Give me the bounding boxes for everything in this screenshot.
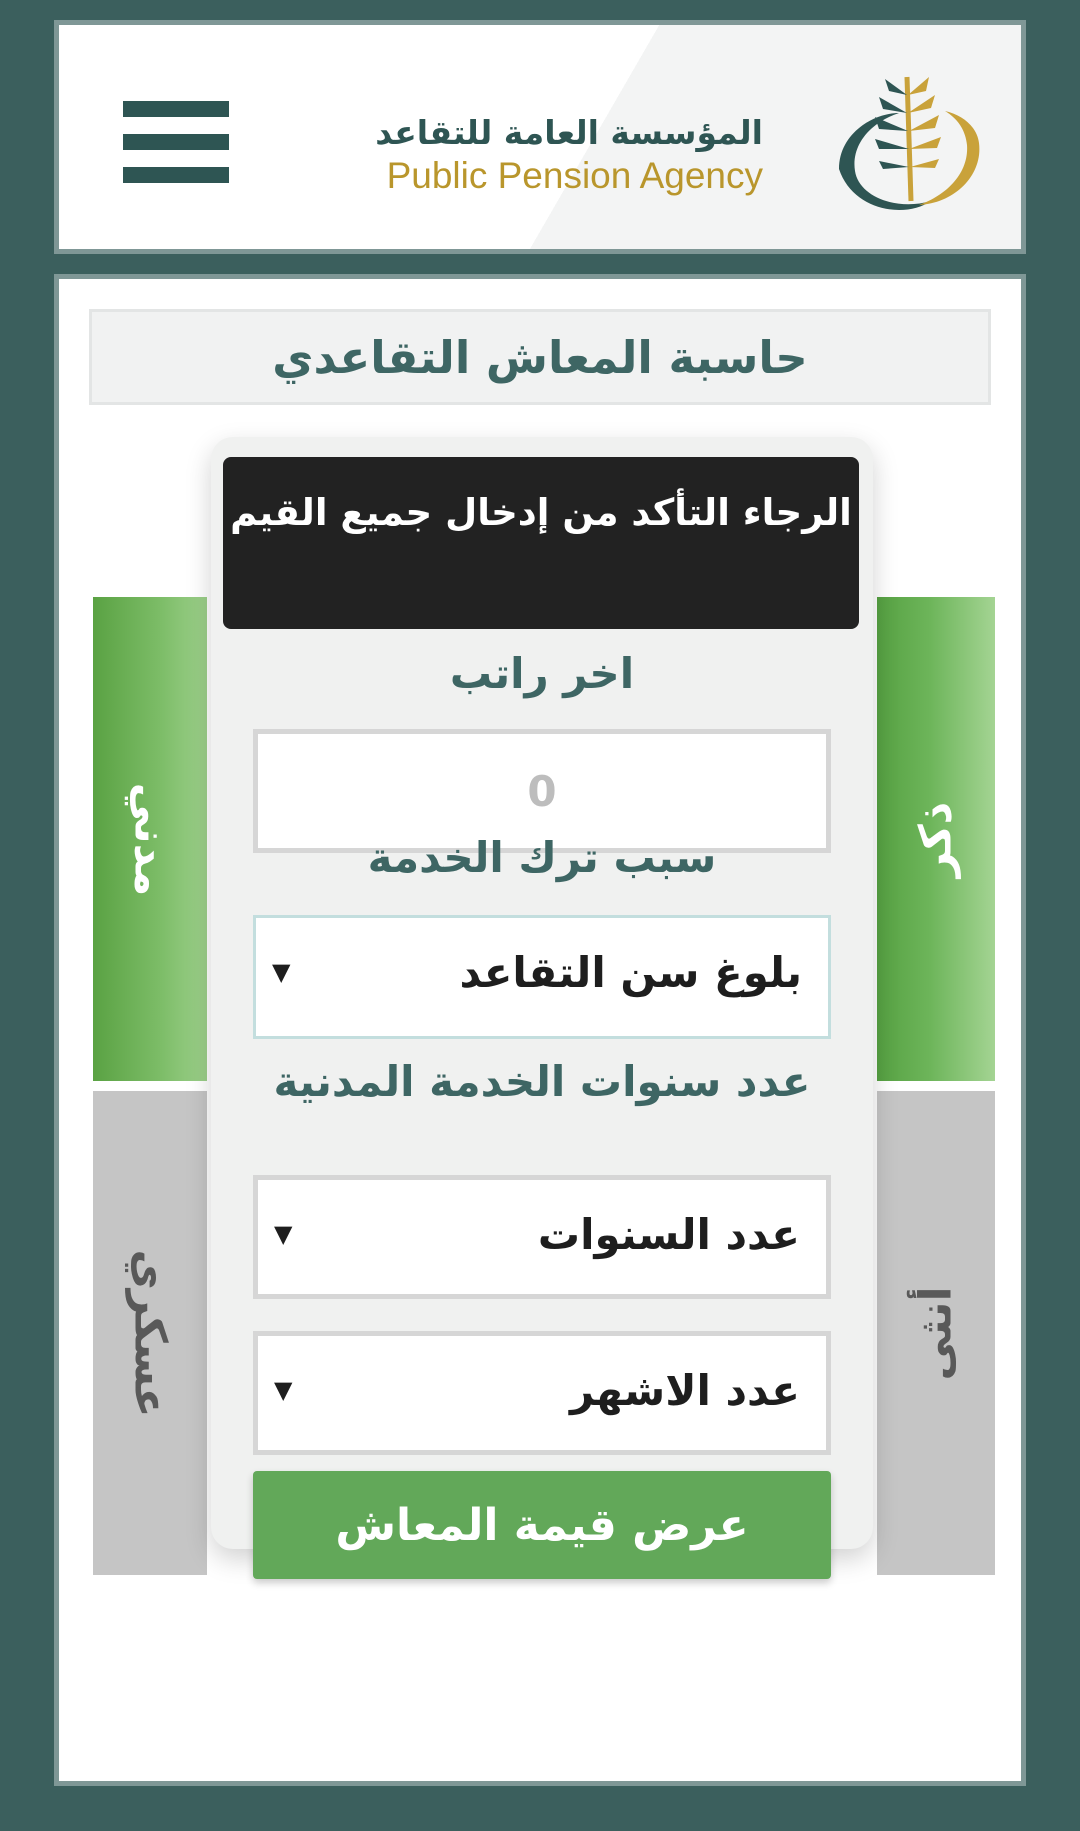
- exit-reason-value: بلوغ سن التقاعد: [459, 948, 802, 997]
- show-pension-button[interactable]: عرض قيمة المعاش: [253, 1471, 831, 1579]
- tab-military-label: عسكري: [124, 1248, 176, 1418]
- exit-reason-label: سبب ترك الخدمة: [367, 833, 717, 882]
- palm-frond-logo-icon: [819, 51, 999, 231]
- page-title: حاسبة المعاش التقاعدي: [89, 309, 991, 405]
- service-years-select[interactable]: [253, 1175, 831, 1299]
- tab-female[interactable]: [877, 1091, 995, 1575]
- tab-male[interactable]: [877, 597, 995, 1081]
- service-months-select[interactable]: [253, 1331, 831, 1455]
- calculator-form-card: [211, 437, 873, 1549]
- service-years-value: عدد السنوات: [537, 1210, 800, 1259]
- validation-alert: الرجاء التأكد من إدخال جميع القيم: [223, 457, 859, 629]
- service-months-value: عدد الاشهر: [570, 1366, 800, 1415]
- site-header: [54, 20, 1026, 254]
- tab-male-label: ذكر: [910, 801, 962, 877]
- pension-calculator-panel: [54, 274, 1026, 1786]
- brand-name-english: Public Pension Agency: [386, 155, 763, 196]
- chevron-down-icon: ▼: [274, 1220, 293, 1248]
- tab-female-label: أنثى: [910, 1285, 962, 1381]
- chevron-down-icon: ▼: [272, 958, 291, 986]
- exit-reason-select[interactable]: [253, 915, 831, 1039]
- brand-name-arabic: المؤسسة العامة للتقاعد: [375, 113, 763, 152]
- hamburger-menu-icon[interactable]: [123, 101, 229, 183]
- tab-civil-label: مدني: [124, 782, 176, 896]
- chevron-down-icon: ▼: [274, 1376, 293, 1404]
- tab-military[interactable]: [93, 1091, 207, 1575]
- service-years-label: عدد سنوات الخدمة المدنية: [273, 1057, 811, 1106]
- tab-civil[interactable]: [93, 597, 207, 1081]
- last-salary-label: اخر راتب: [449, 649, 635, 698]
